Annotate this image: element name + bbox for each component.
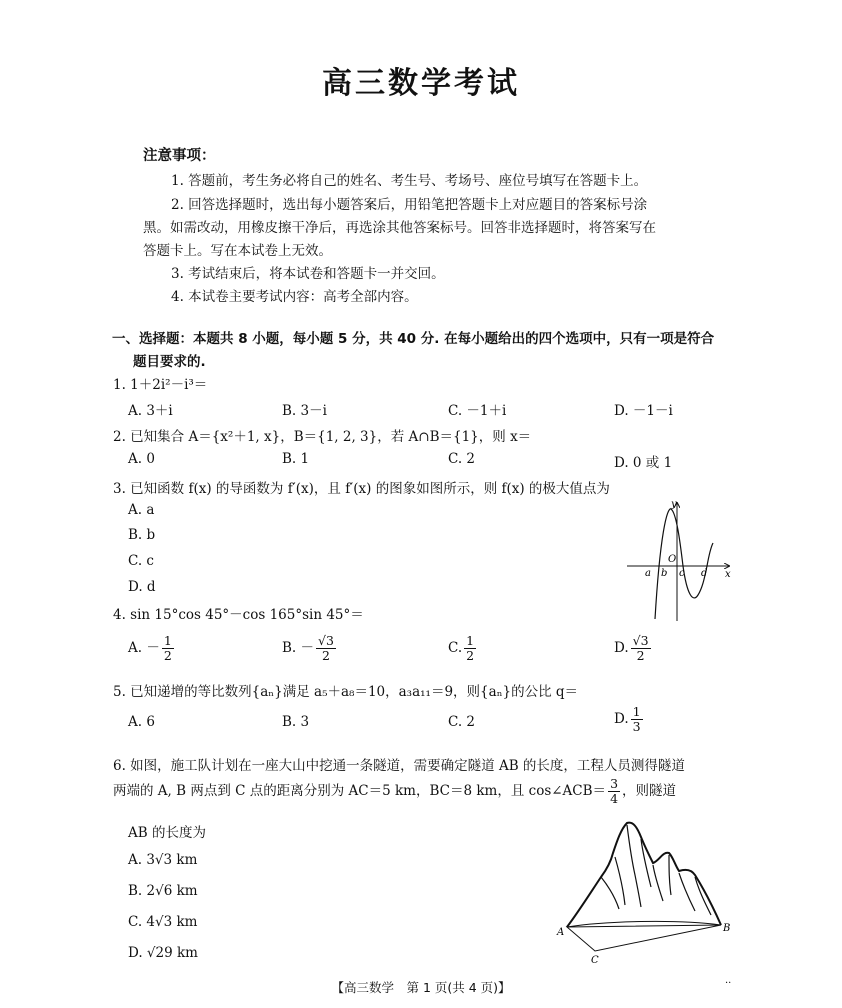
q6-option-d: D. √29 km	[128, 945, 198, 961]
question-3-stem: 3. 已知函数 f(x) 的导函数为 f′(x)，且 f′(x) 的图象如图所示，则 f(x) 的极大值点为	[113, 481, 610, 497]
graph-label-a: a	[645, 568, 651, 579]
q4-option-a	[128, 634, 176, 663]
q4-option-a-den: 2	[163, 647, 172, 663]
q4-option-a-num: 1	[163, 633, 172, 648]
derivative-curve	[655, 509, 713, 619]
q6-option-a: A. 3√3 km	[128, 852, 198, 868]
q1-option-c: C. －1＋i	[448, 403, 507, 419]
graph-label-x: x	[725, 569, 731, 580]
graph-label-y: y	[671, 499, 677, 510]
graph-label-c: c	[679, 568, 685, 579]
mountain-label-c: C	[591, 955, 599, 965]
q1-option-b: B. 3－i	[282, 403, 327, 419]
q4-option-b-fraction	[316, 634, 336, 663]
notice-line-1: 1. 答题前，考生务必将自己的姓名、考生号、考场号、座位号填写在答题卡上。	[171, 173, 648, 189]
mountain-label-b: B	[723, 923, 731, 934]
q4-option-a-fraction	[162, 634, 174, 663]
graph-label-b: b	[661, 568, 668, 579]
section-heading: 一、选择题：本题共 8 小题，每小题 5 分，共 40 分. 在每小题给出的四个选项中，只有一项是符合	[112, 331, 715, 347]
graph-label-d: d	[701, 568, 708, 579]
notice-line-3: 黑。如需改动，用橡皮擦干净后，再选涂其他答案标号。回答非选择题时，将答案写在	[143, 220, 656, 236]
q4-option-c-num: 1	[466, 633, 475, 648]
q6-cos-num: 3	[610, 776, 619, 791]
question-1-stem: 1. 1＋2i²－i³＝	[113, 377, 208, 393]
graph-label-origin: O	[668, 554, 677, 565]
mountain-outline	[567, 823, 721, 927]
q4-option-d-den: 2	[636, 647, 645, 663]
page-title: 高三数学考试	[322, 66, 520, 101]
q5-option-d	[614, 705, 645, 734]
q3-option-a: A. a	[128, 502, 155, 518]
q6-cos-den: 4	[610, 790, 619, 806]
question-2-stem: 2. 已知集合 A＝{x²＋1, x}，B＝{1, 2, 3}，若 A∩B＝{1}，则 x＝	[113, 429, 532, 445]
footer-mark: ··	[725, 978, 732, 989]
triangle-acb	[567, 925, 721, 951]
notice-line-5: 3. 考试结束后，将本试卷和答题卡一并交回。	[171, 266, 445, 282]
q5-option-a: A. 6	[128, 714, 155, 730]
notice-line-2: 2. 回答选择题时，选出每小题答案后，用铅笔把答题卡上对应题目的答案标号涂	[171, 197, 648, 213]
q1-option-a: A. 3＋i	[128, 403, 173, 419]
notice-heading: 注意事项：	[143, 148, 216, 164]
q5-option-c: C. 2	[448, 714, 476, 730]
q5-option-d-label: D.	[614, 710, 629, 727]
q5-option-d-num: 1	[632, 704, 641, 719]
section-heading-cont: 题目要求的.	[133, 354, 206, 370]
q5-option-d-fraction	[631, 705, 643, 734]
page-footer: 【高三数学 第 1 页(共 4 页)】	[331, 980, 511, 995]
q4-option-b-label: B. －	[282, 639, 315, 656]
q6-cos-fraction	[608, 777, 620, 806]
q4-option-c-label: C.	[448, 639, 463, 656]
q4-option-d-num: √3	[632, 633, 649, 648]
question-6-line-1: 6. 如图，施工队计划在一座大山中挖通一条隧道，需要确定隧道 AB 的长度，工程人员测得隧道	[113, 758, 685, 774]
q4-option-b-den: 2	[322, 647, 330, 663]
q3-option-d: D. d	[128, 579, 156, 595]
q4-option-b-num: √3	[318, 633, 334, 648]
question-6-line-2	[113, 777, 676, 806]
q3-option-b: B. b	[128, 527, 156, 543]
notice-line-6: 4. 本试卷主要考试内容：高考全部内容。	[171, 289, 418, 305]
question-4-stem: 4. sin 15°cos 45°－cos 165°sin 45°＝	[113, 607, 364, 623]
q2-option-a: A. 0	[128, 451, 155, 467]
q4-option-c	[448, 634, 478, 663]
q2-option-b: B. 1	[282, 451, 310, 467]
q4-option-a-label: A. －	[128, 639, 160, 656]
notice-line-4: 答题卡上。写在本试卷上无效。	[143, 243, 332, 259]
q3-option-c: C. c	[128, 553, 154, 569]
q1-option-d: D. －1－i	[614, 403, 673, 419]
q6-line-2-post: ，则隧道	[622, 782, 677, 799]
q4-option-d-fraction	[631, 634, 651, 663]
q4-option-d	[614, 634, 653, 663]
q4-option-b	[282, 634, 338, 663]
q4-option-d-label: D.	[614, 639, 629, 656]
q6-line-2-pre: 两端的 A, B 两点到 C 点的距离分别为 AC＝5 km，BC＝8 km，且 cos∠ACB＝	[113, 782, 607, 799]
question-5-stem: 5. 已知递增的等比数列{aₙ}满足 a₅＋a₈＝10，a₃a₁₁＝9，则{aₙ}的公比 q＝	[113, 684, 579, 700]
question-6-line-3: AB 的长度为	[128, 825, 206, 841]
mountain-figure	[555, 815, 740, 965]
q6-option-c: C. 4√3 km	[128, 914, 198, 930]
q5-option-b: B. 3	[282, 714, 310, 730]
q4-option-c-fraction	[464, 634, 476, 663]
derivative-graph	[625, 495, 735, 623]
mountain-label-a: A	[557, 927, 565, 938]
q6-option-b: B. 2√6 km	[128, 883, 198, 899]
q2-option-d: D. 0 或 1	[614, 455, 673, 471]
q4-option-c-den: 2	[466, 647, 475, 663]
q2-option-c: C. 2	[448, 451, 476, 467]
q5-option-d-den: 3	[632, 718, 641, 734]
